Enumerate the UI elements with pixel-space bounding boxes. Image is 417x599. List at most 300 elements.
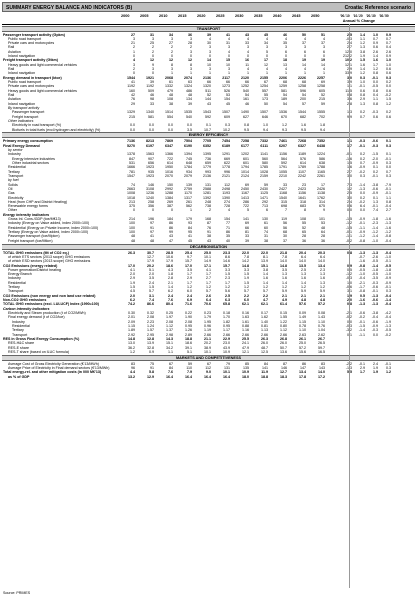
growth-cell: -1.4 — [371, 234, 378, 239]
growth-cell: 12.1 — [345, 62, 352, 67]
value-cell: 100 — [129, 221, 135, 226]
value-cell: 22.0 — [261, 250, 268, 255]
row-label: RES-H&C share — [8, 341, 35, 346]
growth-cell: 1.2 — [360, 71, 365, 76]
growth-cell: -1.1 — [358, 225, 365, 230]
value-cell: 12 — [169, 58, 173, 63]
value-cell: 1666 — [127, 165, 135, 170]
value-cell: 4.5 — [130, 289, 135, 294]
value-cell: 45 — [188, 238, 192, 243]
value-cell: 112 — [205, 366, 211, 371]
growth-cell: 0.7 — [373, 36, 378, 41]
row-label: Tertiary — [12, 328, 24, 333]
value-cell: 66 — [226, 80, 230, 85]
value-cell: 6111 — [260, 143, 268, 148]
value-cell: 1.3 — [301, 272, 306, 277]
row-label: RES-T share (based on ILUC formula) — [8, 349, 70, 354]
value-cell: 75 — [150, 361, 154, 366]
value-cell: 2070 — [165, 173, 173, 178]
growth-cell: -0.1 — [371, 173, 378, 178]
value-cell: 42 — [131, 92, 135, 97]
growth-cell: 1.4 — [360, 32, 365, 37]
value-cell: 14.9 — [204, 259, 211, 264]
value-cell: 2.08 — [147, 315, 154, 320]
row-label: Residential (Energy on Private Income, index 2000=100) — [8, 225, 99, 230]
value-cell: 4 — [323, 36, 325, 41]
row-label: RES-E share — [8, 345, 29, 350]
value-cell: 91 — [150, 366, 154, 371]
growth-cell: -1.9 — [384, 319, 391, 324]
value-cell: 0.25 — [166, 311, 173, 316]
table-row — [2, 350, 415, 354]
row-label: Residential — [8, 165, 26, 170]
value-cell: 14.8 — [280, 263, 287, 268]
value-cell: 1.6 — [301, 276, 306, 281]
value-cell: 2.6 — [206, 293, 211, 298]
growth-cell: -1.3 — [384, 221, 391, 226]
value-cell: 1544 — [127, 75, 135, 80]
value-cell: 147 — [300, 366, 306, 371]
value-cell: 48 — [321, 225, 325, 230]
value-cell: 67 — [169, 361, 173, 366]
value-cell: 130 — [262, 217, 268, 222]
value-cell: 1.7 — [187, 280, 192, 285]
value-cell: 1340 — [146, 110, 154, 115]
value-cell: 53 — [321, 221, 325, 226]
value-cell: 1.2 — [206, 285, 211, 290]
value-cell: 69 — [245, 182, 249, 187]
value-cell: 659 — [205, 160, 211, 165]
value-cell: 12 — [150, 58, 154, 63]
row-label: Energy Branch — [8, 272, 32, 277]
growth-cell: 1.5 — [360, 58, 365, 63]
value-cell: 1791 — [279, 165, 287, 170]
growth-cell: -2.1 — [345, 311, 352, 316]
value-cell: 25.0 — [204, 250, 211, 255]
value-cell: 9.3 — [282, 127, 287, 132]
value-cell: 20.4 — [299, 250, 306, 255]
value-cell: 33 — [245, 234, 249, 239]
growth-cell: 0.8 — [347, 302, 352, 307]
value-cell: 7.9 — [187, 370, 192, 375]
value-cell: 1.4 — [263, 272, 268, 277]
value-cell: 2450 — [241, 186, 249, 191]
growth-cell: 1.1 — [347, 84, 352, 89]
row-label: Industry — [12, 319, 25, 324]
value-cell: 4.4 — [130, 370, 135, 375]
value-cell: 84 — [169, 366, 173, 371]
value-cell: 1921 — [146, 75, 154, 80]
value-cell: 318 — [300, 199, 306, 204]
value-cell: 557 — [262, 88, 268, 93]
value-cell: 5 — [247, 208, 249, 213]
value-cell: 41 — [150, 234, 154, 239]
growth-cell: -1.1 — [358, 332, 365, 337]
growth-cell: 33.9 — [345, 71, 352, 76]
growth-header: Annual % Change — [342, 19, 375, 23]
value-cell: 2068 — [165, 75, 173, 80]
value-cell: 0.17 — [261, 311, 268, 316]
growth-cell: 1.5 — [386, 97, 391, 102]
value-cell: 1.89 — [128, 328, 135, 333]
value-cell: 1028 — [260, 169, 268, 174]
value-cell: 46 — [283, 32, 287, 37]
value-cell: 2210 — [279, 173, 287, 178]
value-cell: 14.2 — [242, 259, 249, 264]
value-cell: 69 — [245, 221, 249, 226]
growth-cell: 0.1 — [386, 139, 391, 144]
growth-cell: -0.5 — [384, 263, 391, 268]
value-cell: 8.1 — [263, 254, 268, 259]
growth-cell: -0.1 — [371, 204, 378, 209]
growth-cell: -0.1 — [371, 289, 378, 294]
growth-cell: -0.2 — [384, 332, 391, 337]
value-cell: 0.95 — [223, 323, 230, 328]
value-cell: 1165 — [317, 169, 325, 174]
value-cell: 2.66 — [242, 332, 249, 337]
value-cell: 28.5 — [166, 250, 173, 255]
growth-cell: -1.4 — [371, 225, 378, 230]
value-cell: 39 — [207, 32, 211, 37]
value-cell: 0 — [133, 54, 135, 59]
value-cell: 10.9 — [223, 349, 230, 354]
value-cell: 43.9 — [223, 345, 230, 350]
growth-cell: -1.2 — [358, 234, 365, 239]
value-cell: 71 — [226, 225, 230, 230]
value-cell: 1320 — [203, 84, 211, 89]
growth-cell: -0.6 — [358, 311, 365, 316]
growth-cell: -0.7 — [358, 254, 365, 259]
value-cell: 0.0 — [130, 123, 135, 128]
value-cell: 0 — [285, 54, 287, 59]
value-cell: 258 — [148, 199, 154, 204]
value-cell: 2 — [190, 45, 192, 50]
growth-cell: 0.2 — [360, 195, 365, 200]
value-cell: 33 — [283, 182, 287, 187]
value-cell: 2120 — [241, 75, 249, 80]
value-cell: 108 — [300, 217, 306, 222]
growth-cell: -0.5 — [371, 259, 378, 264]
growth-cell: 0.0 — [386, 84, 391, 89]
value-cell: 6352 — [203, 143, 211, 148]
value-cell: 2.08 — [185, 319, 192, 324]
value-cell: 670 — [281, 114, 287, 119]
growth-cell: 2.9 — [360, 97, 365, 102]
growth-cell: -0.9 — [384, 280, 391, 285]
value-cell: 0 — [247, 54, 249, 59]
value-cell: 7268 — [298, 139, 306, 144]
value-cell: 1563 — [146, 152, 154, 157]
growth-cell: 1.2 — [347, 186, 352, 191]
growth-cell: 0.3 — [386, 366, 391, 371]
value-cell: 8 — [190, 62, 192, 67]
value-cell: 6.0 — [187, 289, 192, 294]
value-cell: 1.5 — [244, 280, 249, 285]
value-cell: 1.95 — [204, 319, 211, 324]
growth-cell: -1.0 — [371, 238, 378, 243]
value-cell: 60 — [264, 225, 268, 230]
growth-cell: -0.1 — [345, 152, 352, 157]
value-cell: 67 — [264, 80, 268, 85]
growth-cell: 0.5 — [360, 293, 365, 298]
value-cell: 0.3 — [225, 123, 230, 128]
value-cell: 35 — [283, 41, 287, 46]
value-cell: 1.40 — [261, 319, 268, 324]
column-divider — [349, 24, 350, 588]
growth-cell: -0.1 — [384, 156, 391, 161]
value-cell: 560 — [262, 156, 268, 161]
value-cell: 23.0 — [223, 341, 230, 346]
value-cell: 540 — [186, 114, 192, 119]
value-cell: 10 — [207, 62, 211, 67]
table-row — [2, 128, 415, 132]
growth-cell: -4.2 — [384, 311, 391, 316]
growth-cell: -0.3 — [371, 143, 378, 148]
growth-cell: -3.8 — [371, 182, 378, 187]
value-cell: 15.1 — [166, 341, 173, 346]
value-cell: 7705 — [203, 139, 211, 144]
value-cell: 17 — [264, 58, 268, 63]
growth-cell: -1.4 — [384, 298, 391, 303]
value-cell: 146 — [148, 182, 154, 187]
value-cell: 62.1 — [242, 302, 249, 307]
value-cell: 1.2 — [282, 285, 287, 290]
value-cell: 14.0 — [318, 370, 325, 375]
value-cell: 86 — [302, 361, 306, 366]
growth-cell: 0.6 — [386, 71, 391, 76]
value-cell: 1378 — [127, 152, 135, 157]
value-cell: 34.2 — [166, 345, 173, 350]
value-cell: 41 — [226, 32, 230, 37]
value-cell: 3108 — [146, 186, 154, 191]
value-cell: 31 — [150, 32, 154, 37]
row-label: Freight transport activity (Gtkm) — [3, 58, 58, 63]
value-cell: 0.16 — [242, 311, 249, 316]
growth-cell: 0.8 — [373, 101, 378, 106]
growth-cell: -0.2 — [345, 315, 352, 320]
value-cell: 1273 — [222, 84, 230, 89]
value-cell: 2 — [152, 45, 154, 50]
value-cell: 71.6 — [185, 302, 192, 307]
value-cell: 2.4 — [187, 293, 192, 298]
value-cell: 2588 — [203, 186, 211, 191]
value-cell: 9.4 — [263, 127, 268, 132]
value-cell: 150 — [167, 182, 173, 187]
value-cell: 1170 — [184, 191, 192, 196]
value-cell: 144 — [205, 97, 211, 102]
growth-cell: -2.3 — [371, 221, 378, 226]
value-cell: 675 — [319, 204, 325, 209]
value-cell: 7461 — [279, 139, 287, 144]
value-cell: 1.6 — [282, 276, 287, 281]
row-label: CO2 Emissions (energy related) — [3, 263, 58, 268]
value-cell: 0 — [152, 208, 154, 213]
value-cell: 33 — [245, 41, 249, 46]
value-cell: 646 — [262, 114, 268, 119]
value-cell: 1788 — [317, 165, 325, 170]
value-cell: 1950 — [165, 165, 173, 170]
value-cell: 847 — [129, 156, 135, 161]
value-cell: 7869 — [165, 139, 173, 144]
value-cell: 5.7 — [149, 289, 154, 294]
value-cell: 292 — [262, 199, 268, 204]
value-cell: 20.2 — [204, 341, 211, 346]
value-cell: 2206 — [279, 75, 287, 80]
growth-cell: 1.7 — [347, 143, 352, 148]
value-cell: 131 — [205, 182, 211, 187]
value-cell: 1392 — [203, 195, 211, 200]
value-cell: 1.15 — [128, 323, 135, 328]
value-cell: 21.8 — [280, 250, 287, 255]
value-cell: 0 — [171, 54, 173, 59]
value-cell: 101 — [319, 217, 325, 222]
value-cell: 110 — [186, 366, 192, 371]
value-cell: 38.9 — [204, 345, 211, 350]
growth-cell: 212.2 — [343, 54, 352, 59]
growth-cell: 1.9 — [347, 293, 352, 298]
value-cell: 86.6 — [147, 302, 154, 307]
value-cell: 154 — [224, 97, 230, 102]
value-cell: 6.0 — [244, 298, 249, 303]
growth-cell: 2.6 — [373, 49, 378, 54]
value-cell: 627 — [243, 114, 249, 119]
value-cell: 7258 — [241, 139, 249, 144]
growth-cell: 0.0 — [360, 208, 365, 213]
value-cell: 48 — [131, 238, 135, 243]
value-cell: 1.90 — [185, 315, 192, 320]
value-cell: 1395 — [203, 152, 211, 157]
value-cell: 17.0 — [128, 263, 135, 268]
value-cell: 1324 — [184, 84, 192, 89]
value-cell: 7136 — [127, 139, 135, 144]
growth-cell: -0.1 — [358, 221, 365, 226]
value-cell: 261 — [186, 199, 192, 204]
value-cell: 16.4 — [185, 374, 192, 379]
value-cell: 0 — [209, 54, 211, 59]
value-cell: 0 — [228, 54, 230, 59]
growth-cell: 0.2 — [386, 80, 391, 85]
value-cell: 24.1 — [242, 341, 249, 346]
value-cell: 0.0 — [149, 123, 154, 128]
growth-cell: 0.9 — [373, 41, 378, 46]
value-cell: 1 — [323, 71, 325, 76]
value-cell: 0.32 — [147, 311, 154, 316]
value-cell: 14.6 — [223, 259, 230, 264]
value-cell: 74 — [131, 182, 135, 187]
growth-cell: 1.3 — [373, 199, 378, 204]
value-cell: 592 — [281, 160, 287, 165]
value-cell: 1.2 — [282, 123, 287, 128]
value-cell: 1.6 — [301, 123, 306, 128]
value-cell: 21.1 — [204, 336, 211, 341]
value-cell: 1.2 — [320, 285, 325, 290]
value-cell: 45 — [264, 32, 268, 37]
value-cell: 215 — [129, 114, 135, 119]
value-cell: 108 — [167, 97, 173, 102]
value-cell: 17.2 — [318, 374, 325, 379]
value-cell: 57.2 — [318, 302, 325, 307]
row-label: Tertiary — [8, 285, 20, 290]
growth-cell: -0.4 — [358, 276, 365, 281]
value-cell: 1540 — [279, 195, 287, 200]
table-row — [2, 239, 415, 243]
value-cell: 26.5 — [318, 341, 325, 346]
growth-cell: -0.4 — [384, 204, 391, 209]
value-cell: 6189 — [222, 143, 230, 148]
row-label: as % of GDP — [8, 374, 30, 379]
row-label: Inland navigation — [8, 71, 36, 76]
growth-cell: -0.3 — [345, 323, 352, 328]
value-cell: 1.0 — [263, 123, 268, 128]
value-cell: 15.7 — [223, 263, 230, 268]
value-cell: 17.9 — [166, 259, 173, 264]
value-cell: 286 — [243, 199, 249, 204]
value-cell: 173 — [262, 97, 268, 102]
row-label: Average Cost of Gross Electricity Generation (€'13/MWh) — [8, 361, 99, 366]
growth-cell: -0.9 — [358, 217, 365, 222]
value-cell: 12.7 — [147, 254, 154, 259]
year-header: 2030 — [235, 13, 244, 18]
value-cell: 95 — [188, 230, 192, 235]
value-cell: 59.7 — [318, 345, 325, 350]
value-cell: 39 — [150, 80, 154, 85]
growth-cell: -1.5 — [345, 217, 352, 222]
growth-cell: 1.1 — [347, 139, 352, 144]
growth-cell: -1.3 — [371, 302, 378, 307]
row-label: Oil — [8, 186, 13, 191]
value-cell: 1.8 — [320, 123, 325, 128]
growth-cell: 0.0 — [373, 332, 378, 337]
growth-cell: 0.6 — [386, 88, 391, 93]
value-cell: 1193 — [222, 191, 230, 196]
growth-cell: 0.1 — [373, 165, 378, 170]
value-cell: 8.6 — [225, 254, 230, 259]
value-cell: 13.4 — [318, 263, 325, 268]
value-cell: 0.15 — [280, 311, 287, 316]
value-cell: 29 — [131, 101, 135, 106]
value-cell: 9.5 — [301, 127, 306, 132]
value-cell: 0 — [152, 71, 154, 76]
growth-cell: -1.6 — [358, 298, 365, 303]
value-cell: 10.9 — [242, 370, 249, 375]
value-cell: 25.4 — [185, 250, 192, 255]
value-cell: 1.5 — [225, 272, 230, 277]
value-cell: 4.8 — [301, 298, 306, 303]
value-cell: 14.3 — [166, 336, 173, 341]
value-cell: 13.5 — [299, 263, 306, 268]
value-cell: 18 — [283, 58, 287, 63]
growth-cell: 1.9 — [360, 54, 365, 59]
value-cell: 2.66 — [223, 332, 230, 337]
value-cell: 2155 — [260, 75, 268, 80]
growth-cell: -0.3 — [371, 328, 378, 333]
report-title: SUMMARY ENERGY BALANCE AND INDICATORS (B) — [6, 4, 133, 11]
value-cell: 3 — [152, 67, 154, 72]
value-cell: 15.7 — [185, 259, 192, 264]
row-label: Final Energy Demand — [3, 143, 40, 148]
row-label: By transport activity — [8, 105, 40, 110]
value-cell: 1.15 — [299, 319, 306, 324]
value-cell: 184 — [167, 217, 173, 222]
value-cell: 100 — [129, 230, 135, 235]
value-cell: 1789 — [298, 165, 306, 170]
value-cell: 554 — [167, 114, 173, 119]
growth-cell: 0.8 — [347, 250, 352, 255]
value-cell: 47 — [169, 238, 173, 243]
value-cell: 1923 — [146, 173, 154, 178]
value-cell: 7.4 — [149, 298, 154, 303]
growth-cell: -1.6 — [358, 259, 365, 264]
